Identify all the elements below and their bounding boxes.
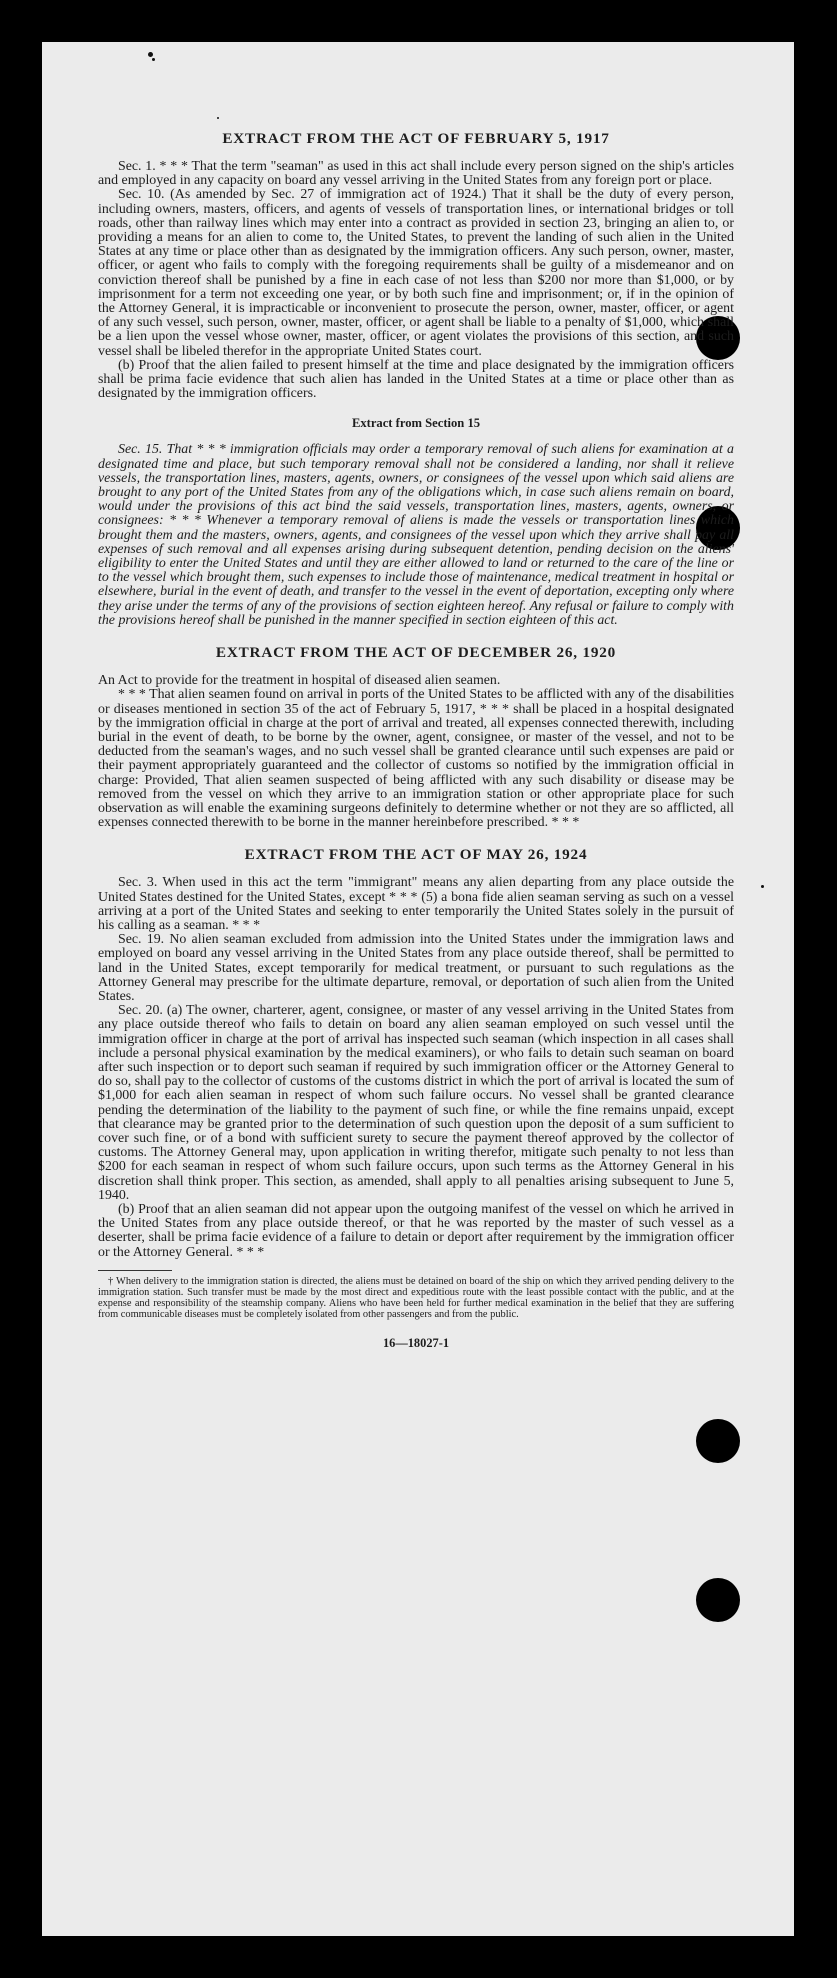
punch-hole [696, 1578, 740, 1622]
section-20b-paragraph: (b) Proof that an alien seaman did not appear upon the outgoing manifest of the vessel on which he arrived in the United States from any place outside thereof, or that he was reported by the master of such vessel as a deserter, shall be prima facie evidence of a failure to detain or deport after requirement by the immigration officer or the Attorney General. * * * [98, 1202, 734, 1260]
ink-speck [761, 885, 764, 888]
punch-hole [696, 1419, 740, 1463]
ink-speck [152, 58, 155, 61]
section-1-paragraph: Sec. 1. * * * That the term "seaman" as used in this act shall include every person signed on the ship's articles and employed in any capacity on board any vessel arriving in the United States from any foreign port or place. [98, 159, 734, 189]
heading-act-1920: EXTRACT FROM THE ACT OF DECEMBER 26, 1920 [215, 644, 617, 662]
section-15-paragraph: Sec. 15. That * * * immigration officials may order a temporary removal of such aliens for examination at a designated time and place, but such temporary removal shall not be considered a landing, nor shall it relieve vessels, the transportation lines, masters, agents, owners, or consignees of the vessel upon which said aliens are brought to any port of the United States from any of the obligations which, in case such aliens remain on board, would under the provisions of this act bind the said vessels, transportation lines, masters, agents, owners, or consignees: * * * Whenever a temporary removal of aliens is made the vessels or transportation lines which brought them and the masters, owners, agents, and consignees of the vessel upon which they arrive shall pay all expenses of such removal and all expenses arising during subsequent detention, pending decision on the aliens' eligibility to enter the United States and until they are either allowed to land or returned to the care of the line or to the vessel which brought them, such expenses to include those of maintenance, medical treatment in hospital or elsewhere, burial in the event of death, and transfer to the vessel in the event of deportation, excepting only where they arise under the terms of any of the provisions of section eighteen hereof. Any refusal or failure to comply with the provisions hereof shall be punished in the manner specified in section eighteen of this act. [98, 442, 734, 628]
heading-act-1924: EXTRACT FROM THE ACT OF MAY 26, 1924 [244, 846, 588, 864]
footnote-rule [98, 1270, 172, 1271]
ink-speck [217, 117, 219, 119]
form-code: 16—18027-1 [382, 1336, 450, 1351]
heading-act-1917: EXTRACT FROM THE ACT OF FEBRUARY 5, 1917 [222, 130, 610, 147]
document-text [98, 130, 734, 1351]
section-10-paragraph: Sec. 10. (As amended by Sec. 27 of immigration act of 1924.) That it shall be the duty of every person, including owners, masters, officers, and agents of vessels of transportation lines, or international bridges or toll roads, other than railway lines which may enter into a contract as provided in section 23, bringing an alien to, or providing a means for an alien to come to, the United States, to prevent the landing of such alien in the United States at any time or place other than as designated by the immigration officers. Any such person, owner, master, officer, or agent who fails to comply with the foregoing requirements shall be guilty of a misdemeanor and on conviction thereof shall be punished by a fine in each case of not less than $200 nor more than $1,000, or by imprisonment for a term not exceeding one year, or by both such fine and imprisonment; or, if in the opinion of the Attorney General, it is impracticable or inconvenient to prosecute the person, owner, master, officer, or agent of any such vessel, such person, owner, master, officer, or agent shall be liable to a penalty of $1,000, which shall be a lien upon the vessel whose owner, master, officer, or agent violates the provisions of this section, and such vessel shall be libeled therefor in the appropriate United States court. [98, 187, 734, 359]
act-1920-paragraph: * * * That alien seamen found on arrival in ports of the United States to be afflicted with any of the disabilities or diseases mentioned in section 35 of the act of February 5, 1917, * * * shall be placed in a hospital designated by the immigration official in charge at the port of arrival and treated, all expenses connected therewith, including burial in the event of death, to be borne by the owner, agent, consignee, or master of the vessel, and not to be deducted from the seaman's wages, and no such vessel shall be granted clearance until such expenses are paid or their payment appropriately guaranteed and the collector of customs so notified by the immigration official in charge: Provided, That alien seamen suspected of being afflicted with any such disability or disease may be removed from the vessel on which they arrive to an immigration station or other appropriate place for such observation as will enable the examining surgeons definitely to determine whether or not they are so afflicted, all expenses connected therewith to be borne in the manner hereinbefore prescribed. * * * [98, 687, 734, 831]
footnote: † When delivery to the immigration station is directed, the aliens must be detained on board of the ship on which they arrived pending delivery to the immigration station. Such transfer must be made by the most direct and expeditious route with the least possible contact with the public, and at the expense and responsibility of the steamship company. Aliens who have been held for further medical examination in the belief that they are suffering from communicable diseases must be completely isolated from other passengers and from the public. [98, 1275, 734, 1320]
section-3-paragraph: Sec. 3. When used in this act the term "immigrant" means any alien departing from any place outside the United States destined for the United States, except * * * (5) a bona fide alien seaman serving as such on a vessel arriving at a port of the United States and seeking to enter temporarily the United States solely in the pursuit of his calling as a seaman. * * * [98, 875, 734, 933]
section-19-paragraph: Sec. 19. No alien seaman excluded from admission into the United States under the immigration laws and employed on board any vessel arriving in the United States from any place outside thereof, shall be permitted to land in the United States, except temporarily for medical treatment, or pursuant to such regulations as the Attorney General may prescribe for the ultimate departure, removal, or deportation of such alien from the United States. [98, 932, 734, 1004]
section-20a-paragraph: Sec. 20. (a) The owner, charterer, agent, consignee, or master of any vessel arriving in the United States from any place outside thereof who fails to detain on board any alien seaman employed on such vessel until the immigration officer in charge at the port of arrival has inspected such seaman (which inspection in all cases shall include a personal physical examination by the medical examiners), or who fails to detain such seaman on board after such inspection or to deport such seaman if required by such immigration officer or the Attorney General to do so, shall pay to the collector of customs of the customs district in which the port of arrival is located the sum of $1,000 for each alien seaman in respect of whom such failure occurs. No vessel shall be granted clearance pending the determination of the liability to the payment of such fine, or while the fine remains unpaid, except that clearance may be granted prior to the determination of such question upon the deposit of a sum sufficient to cover such fine, or of a bond with sufficient surety to secure the payment thereof approved by the collector of customs. The Attorney General may, upon application in writing therefor, mitigate such penalty to not less than $200 for each seaman in respect of whom such failure occurs, upon such terms as the Attorney General in his discretion shall think proper. This section, as amended, shall apply to all penalties arising subsequent to June 5, 1940. [98, 1003, 734, 1203]
heading-section-15: Extract from Section 15 [351, 416, 481, 431]
act-1920-title: An Act to provide for the treatment in hospital of diseased alien seamen. [98, 673, 501, 689]
section-10b-paragraph: (b) Proof that the alien failed to present himself at the time and place designated by the immigration officers shall be prima facie evidence that such alien has landed in the United States at a time or place other than as designated by the immigration officers. [98, 357, 734, 402]
ink-speck [148, 52, 153, 57]
